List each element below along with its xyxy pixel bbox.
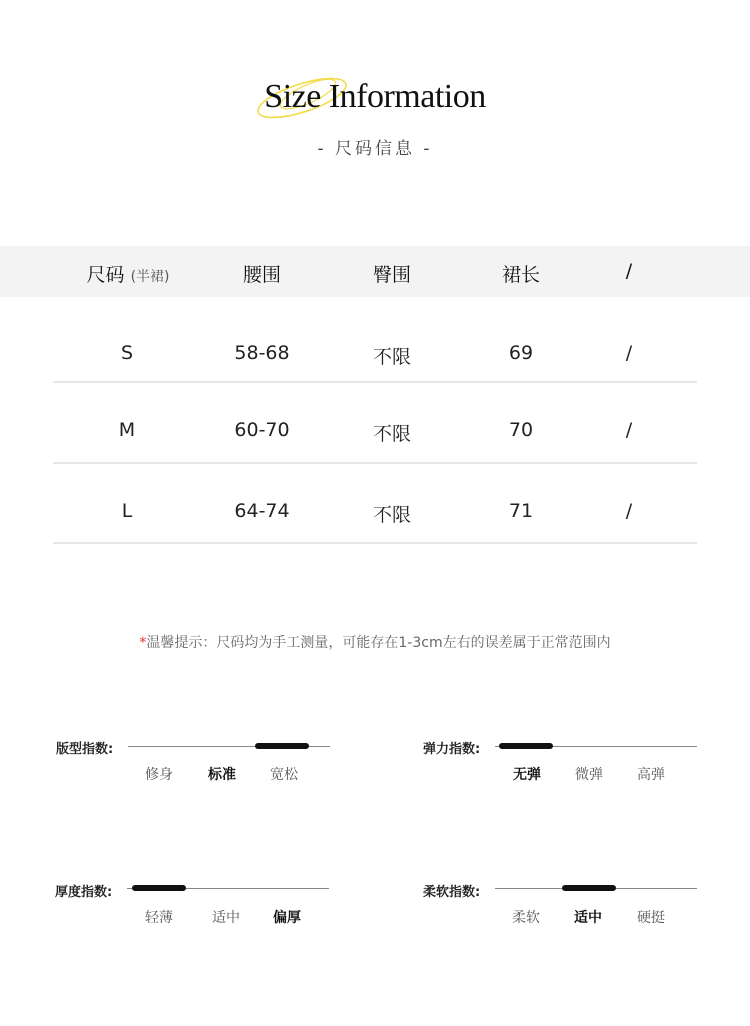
- row-divider: [53, 381, 697, 383]
- table-row: [0, 492, 750, 532]
- softness-option-stiff: 硬挺: [637, 910, 665, 926]
- header-hip: 臀围: [372, 264, 411, 286]
- thickness-option-medium: 适中: [212, 910, 240, 926]
- fit-option-standard: 标准: [208, 767, 236, 783]
- softness-index-marker: [562, 885, 616, 891]
- thickness-index-label: 厚度指数:: [55, 885, 113, 900]
- cell-hip: 不限: [372, 346, 411, 368]
- softness-index-label: 柔软指数:: [423, 885, 481, 900]
- cell-size: L: [121, 500, 133, 522]
- cell-waist: 60-70: [234, 419, 290, 441]
- header-size: 尺码 (半裙): [86, 264, 170, 286]
- size-table-header: [0, 246, 750, 297]
- cell-blank: /: [625, 419, 633, 441]
- fit-option-loose: 宽松: [270, 767, 298, 783]
- header-length: 裙长: [501, 264, 540, 286]
- cell-size: S: [120, 342, 134, 364]
- cell-waist: 58-68: [234, 342, 290, 364]
- size-tip: [0, 632, 750, 652]
- cell-waist: 64-74: [234, 500, 290, 522]
- tip-star: *: [139, 635, 147, 651]
- thickness-option-thin: 轻薄: [145, 910, 173, 926]
- elasticity-option-high: 高弹: [637, 767, 665, 783]
- row-divider: [53, 462, 697, 464]
- cell-hip: 不限: [372, 423, 411, 445]
- cell-length: 69: [508, 342, 534, 364]
- thickness-index-marker: [132, 885, 186, 891]
- header-blank: /: [625, 260, 633, 282]
- page-title: Size Information: [264, 78, 486, 115]
- cell-hip: 不限: [372, 504, 411, 526]
- elasticity-index-marker: [499, 743, 553, 749]
- header-size-note: (半裙): [130, 269, 170, 285]
- elasticity-option-slight: 微弹: [575, 767, 603, 783]
- table-row: [0, 334, 750, 374]
- page-subtitle: - 尺码信息 -: [317, 139, 433, 159]
- fit-index-marker: [255, 743, 309, 749]
- header-waist: 腰围: [242, 264, 281, 286]
- elasticity-option-none: 无弹: [513, 767, 541, 783]
- softness-option-medium: 适中: [574, 910, 602, 926]
- tip-text: 温馨提示：尺码均为手工测量，可能存在1-3cm左右的误差属于正常范围内: [146, 635, 611, 651]
- cell-blank: /: [625, 342, 633, 364]
- cell-length: 71: [508, 500, 534, 522]
- elasticity-index-label: 弹力指数:: [423, 742, 481, 757]
- cell-blank: /: [625, 500, 633, 522]
- cell-length: 70: [508, 419, 534, 441]
- table-row: [0, 411, 750, 451]
- thickness-option-thick: 偏厚: [273, 910, 301, 926]
- softness-option-soft: 柔软: [512, 910, 540, 926]
- fit-index-label: 版型指数:: [56, 742, 114, 757]
- fit-option-slim: 修身: [145, 767, 173, 783]
- row-divider: [53, 542, 697, 544]
- cell-size: M: [118, 419, 136, 441]
